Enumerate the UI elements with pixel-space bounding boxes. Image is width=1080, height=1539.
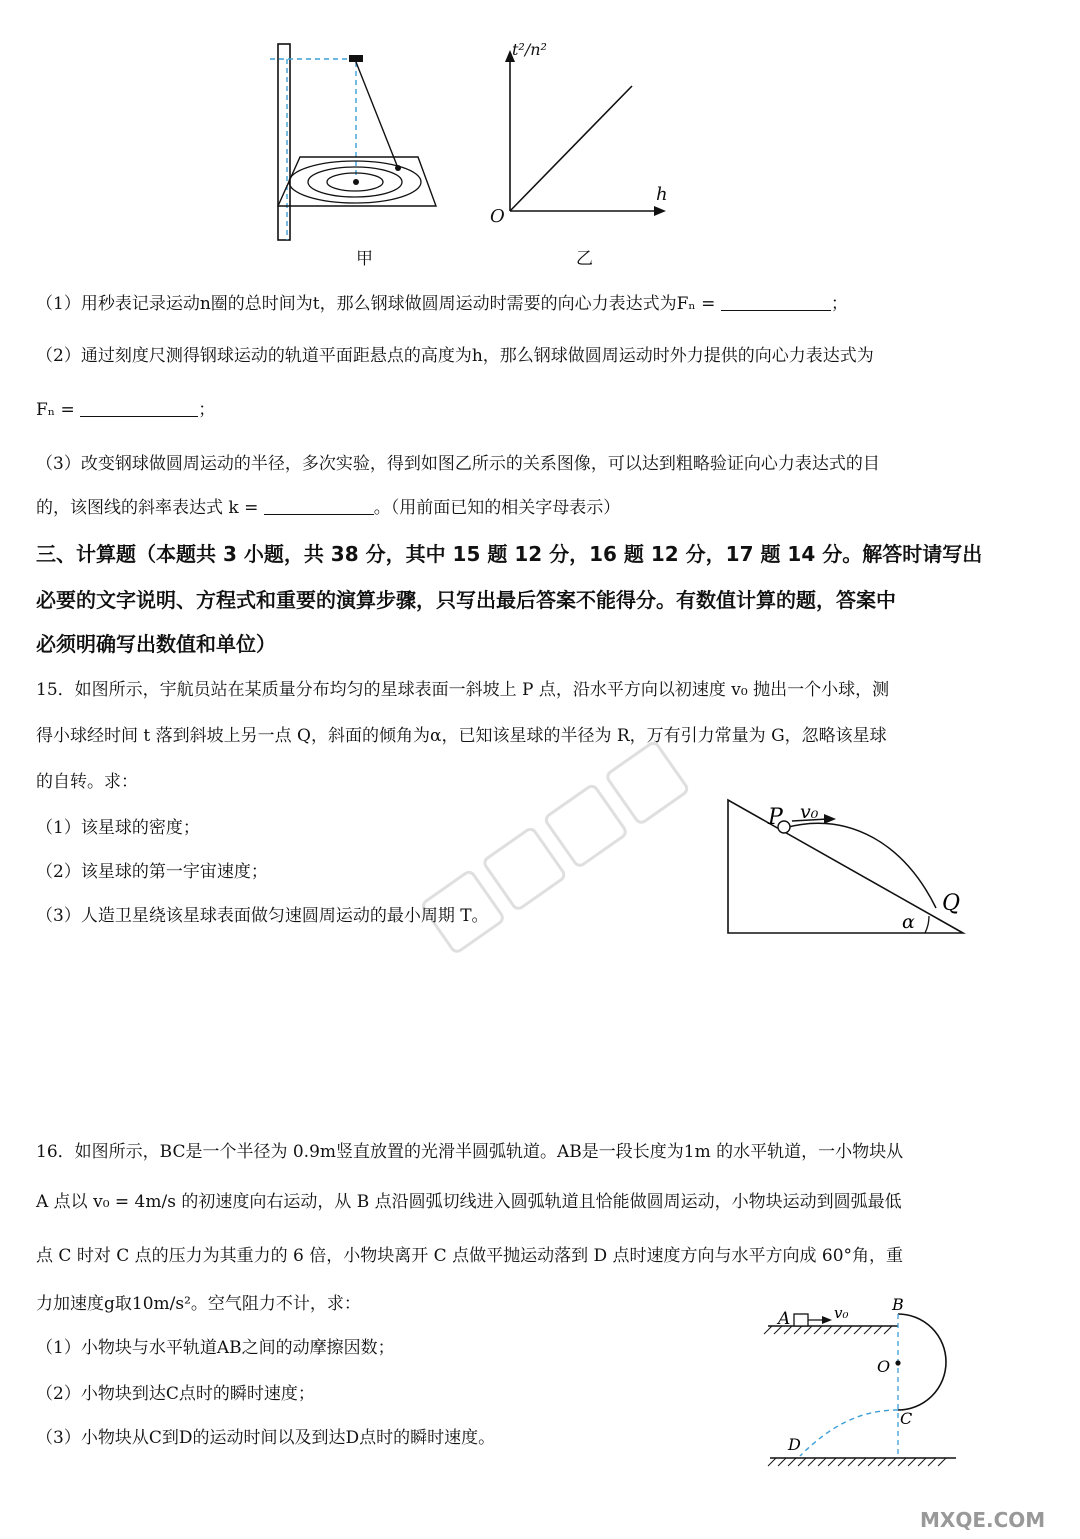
point-c-label: C — [900, 1409, 913, 1428]
point-o-label: O — [877, 1357, 891, 1376]
q15-line2: 得小球经时间 t 落到斜坡上另一点 Q，斜面的倾角为α，已知该星球的半径为 R，万有引力常量为 G，忽略该星球 — [36, 726, 887, 746]
alpha-label: α — [902, 911, 915, 933]
point-d-label: D — [788, 1435, 801, 1454]
figure-q15-slope — [720, 790, 980, 950]
answer-blank-1[interactable] — [721, 292, 831, 311]
graph-line — [510, 86, 632, 211]
figure-jia — [260, 40, 460, 255]
figure-jia-caption: 甲 — [356, 249, 373, 269]
answer-blank-3[interactable] — [264, 496, 374, 515]
point-a-label: A — [778, 1309, 791, 1329]
q16-sub3: （3）小物块从C到D的运动时间以及到达D点时的瞬时速度。 — [36, 1428, 496, 1448]
figure-q16-track — [760, 1296, 1000, 1476]
q16-line2: A 点以 v₀ = 4m/s 的初速度向右运动，从 B 点沿圆弧切线进入圆弧轨道且恰能做圆周运动，小物块运动到圆弧最低 — [36, 1192, 902, 1212]
q16-line1: 16．如图所示，BC是一个半径为 0.9m竖直放置的光滑半圆弧轨道。AB是一段长度为1m 的水平轨道，一小物块从 — [36, 1142, 904, 1162]
section-heading-line3: 必须明确写出数值和单位） — [36, 632, 276, 656]
q14-part2b: Fₙ = ； — [36, 400, 216, 420]
q16-line4: 力加速度g取10m/s²。空气阻力不计，求： — [36, 1294, 361, 1314]
point-b-label: B — [892, 1296, 904, 1314]
q14-part3b: 的，该图线的斜率表达式 k = 。（用前面已知的相关字母表示） — [36, 498, 621, 518]
q15-line3: 的自转。求： — [36, 772, 138, 792]
q16-line3: 点 C 时对 C 点的压力为其重力的 6 倍，小物块离开 C 点做平抛运动落到 D 点时速度方向与水平方向成 60°角，重 — [36, 1246, 904, 1266]
point-q-label: Q — [942, 891, 961, 916]
q14-part1: （1）用秒表记录运动n圈的总时间为t，那么钢球做圆周运动时需要的向心力表达式为Fₙ = ； — [36, 294, 848, 314]
watermark-text: MXQE.COM — [920, 1508, 1046, 1532]
section-heading-line1: 三、计算题（本题共 3 小题，共 38 分，其中 15 题 12 分，16 题 12 分，17 题 14 分。解答时请写出 — [36, 542, 983, 566]
answer-blank-2[interactable] — [80, 398, 198, 417]
v0-label: v₀ — [800, 801, 819, 823]
figure-yi — [480, 36, 680, 236]
figure-yi-caption: 乙 — [576, 249, 593, 269]
q16-sub1: （1）小物块与水平轨道AB之间的动摩擦因数； — [36, 1338, 395, 1358]
watermark-stamp — [395, 720, 725, 980]
point-p-label: P — [768, 805, 783, 830]
v0-label-q16: v₀ — [834, 1304, 849, 1322]
q16-sub2: （2）小物块到达C点时的瞬时速度； — [36, 1384, 315, 1404]
q14-part2: （2）通过刻度尺测得钢球运动的轨道平面距悬点的高度为h，那么钢球做圆周运动时外力提供的向心力表达式为 — [36, 346, 874, 366]
q15-sub2: （2）该星球的第一宇宙速度； — [36, 862, 268, 882]
q15-sub3: （3）人造卫星绕该星球表面做匀速圆周运动的最小周期 T。 — [36, 906, 489, 926]
section-heading-line2: 必要的文字说明、方程式和重要的演算步骤，只写出最后答案不能得分。有数值计算的题，答案中 — [36, 588, 896, 612]
q15-line1: 15．如图所示，宇航员站在某质量分布均匀的星球表面一斜坡上 P 点，沿水平方向以初速度 v₀ 抛出一个小球，测 — [36, 680, 890, 700]
axis-x-label: h — [656, 184, 668, 205]
q14-part3: （3）改变钢球做圆周运动的半径，多次实验，得到如图乙所示的关系图像，可以达到粗略验证向心力表达式的目 — [36, 454, 880, 474]
axis-y-label: t²/n² — [512, 40, 547, 59]
q15-sub1: （1）该星球的密度； — [36, 818, 200, 838]
origin-label: O — [490, 206, 505, 227]
